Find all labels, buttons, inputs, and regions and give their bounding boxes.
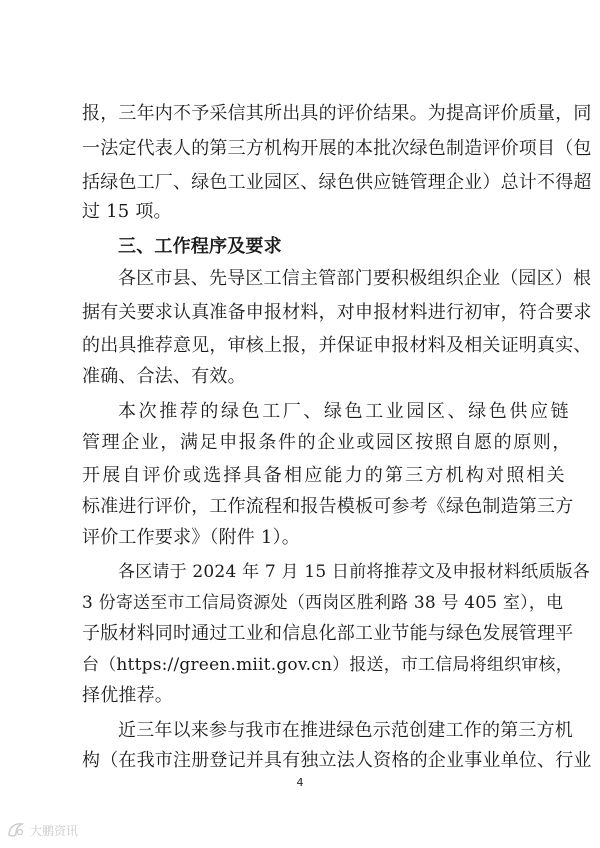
body-text-line: 的出具推荐意见，审核上报，并保证申报材料及相关证明真实、	[82, 335, 592, 356]
body-text-line: 报，三年内不予采信其所出具的评价结果。为提高评价质量，同	[82, 103, 592, 124]
body-text-line: 3 份寄送至市工信局资源处（西岗区胜利路 38 号 405 室），电	[82, 593, 564, 613]
brand-logo-icon	[6, 821, 26, 839]
body-text-line: 近三年以来参与我市在推进绿色示范创建工作的第三方机	[118, 720, 573, 741]
body-text-line: 评价工作要求》（附件 1）。	[82, 527, 300, 548]
body-text-line: 各区市县、先导区工信主管部门要积极组织企业（园区）根	[118, 268, 592, 289]
body-text-line: 括绿色工厂、绿色工业园区、绿色供应链管理企业）总计不得超	[82, 172, 592, 193]
body-text-line: 各区请于 2024 年 7 月 15 日前将推荐文及申报材料纸质版各	[118, 562, 590, 582]
section-heading: 三、工作程序及要求	[118, 236, 282, 257]
body-text-line: 开展自评价或选择具备相应能力的第三方机构对照相关	[82, 465, 567, 486]
body-text-line: 一法定代表人的第三方机构开展的本批次绿色制造评价项目（包	[82, 138, 592, 159]
page-number: 4	[296, 776, 304, 789]
body-text-line: 子版材料同时通过工业和信息化部工业节能与绿色发展管理平	[82, 623, 574, 644]
body-text-line: 台（https://green.miit.gov.cn）报送，市工信局将组织审核，	[82, 655, 573, 675]
body-text-line: 标准进行评价，工作流程和报告模板可参考《绿色制造第三方	[82, 496, 574, 517]
body-text-line: 择优推荐。	[82, 685, 173, 706]
watermark	[6, 820, 78, 840]
body-text-line: 据有关要求认真准备申报材料，对申报材料进行初审，符合要求	[82, 302, 592, 323]
body-text-line: 构（在我市注册登记并具有独立法人资格的企业事业单位、行业	[82, 750, 592, 771]
body-text-line: 管理企业，满足申报条件的企业或园区按照自愿的原则，	[82, 432, 572, 453]
body-text-line: 本次推荐的绿色工厂、绿色工业园区、绿色供应链	[118, 401, 572, 422]
watermark-text: 大鹏资讯	[30, 823, 79, 838]
body-text-line: 准确、合法、有效。	[82, 366, 246, 387]
body-text-line: 过 15 项。	[82, 201, 172, 222]
